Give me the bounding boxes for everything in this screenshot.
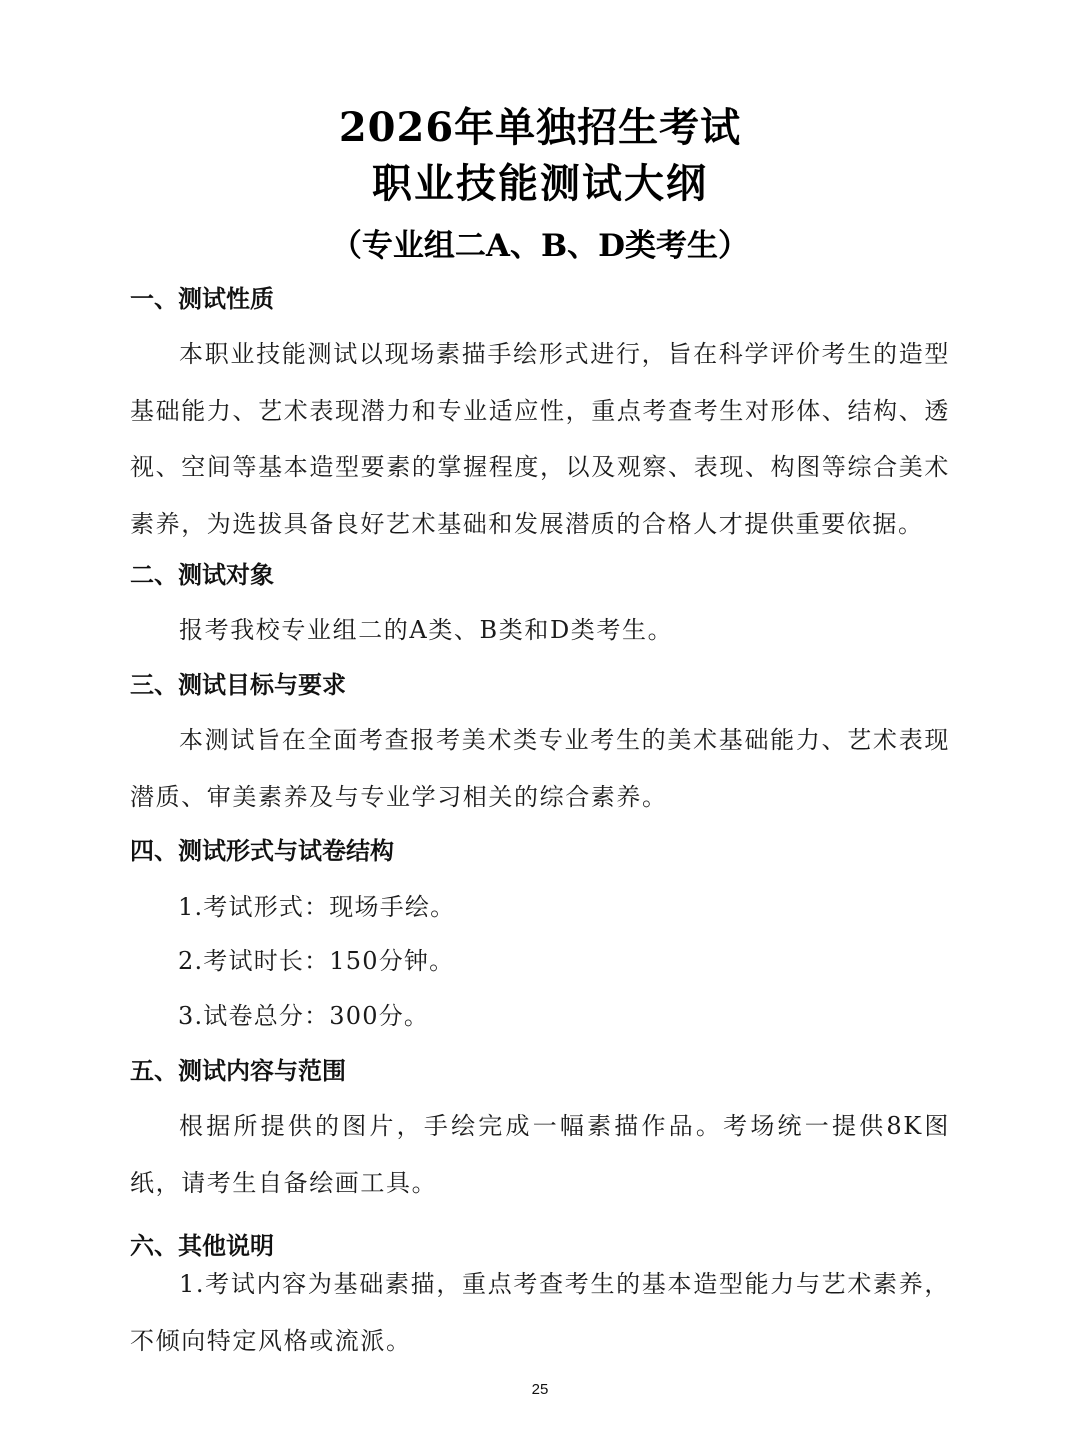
section-3-heading: 三、测试目标与要求 [130, 671, 346, 699]
section-2-heading: 二、测试对象 [130, 561, 274, 589]
section-4-item-3: 3.试卷总分：300分。 [178, 1002, 430, 1030]
page-number: 25 [531, 1381, 549, 1398]
title-line-1: 2026年单独招生考试 [338, 104, 742, 151]
section-6-paragraph: 1.考试内容为基础素描，重点考查考生的基本造型能力与艺术素养，不倾向特定风格或流派。 [130, 1270, 950, 1355]
title-line-2: 职业技能测试大纲 [372, 160, 708, 207]
section-5-heading: 五、测试内容与范围 [130, 1057, 346, 1085]
title-subtitle: （专业组二A、B、D类考生） [330, 228, 750, 264]
section-4-item-1: 1.考试形式：现场手绘。 [178, 893, 456, 921]
section-4-item-2: 2.考试时长：150分钟。 [178, 947, 455, 975]
section-2-paragraph: 报考我校专业组二的A类、B类和D类考生。 [179, 616, 674, 644]
section-6-heading: 六、其他说明 [130, 1232, 274, 1260]
section-1-heading: 一、测试性质 [130, 285, 274, 313]
section-3-paragraph: 本测试旨在全面考查报考美术类专业考生的美术基础能力、艺术表现潜质、审美素养及与专业学习相关的综合素养。 [130, 726, 950, 811]
section-1-paragraph: 本职业技能测试以现场素描手绘形式进行，旨在科学评价考生的造型基础能力、艺术表现潜力和专业适应性，重点考查考生对形体、结构、透视、空间等基本造型要素的掌握程度，以及观察、表现、构图等综合美术素养，为选拔具备良好艺术基础和发展潜质的合格人才提供重要依据。 [130, 340, 950, 538]
section-4-heading: 四、测试形式与试卷结构 [130, 837, 394, 865]
section-5-paragraph: 根据所提供的图片，手绘完成一幅素描作品。考场统一提供8K图纸，请考生自备绘画工具。 [130, 1112, 950, 1197]
